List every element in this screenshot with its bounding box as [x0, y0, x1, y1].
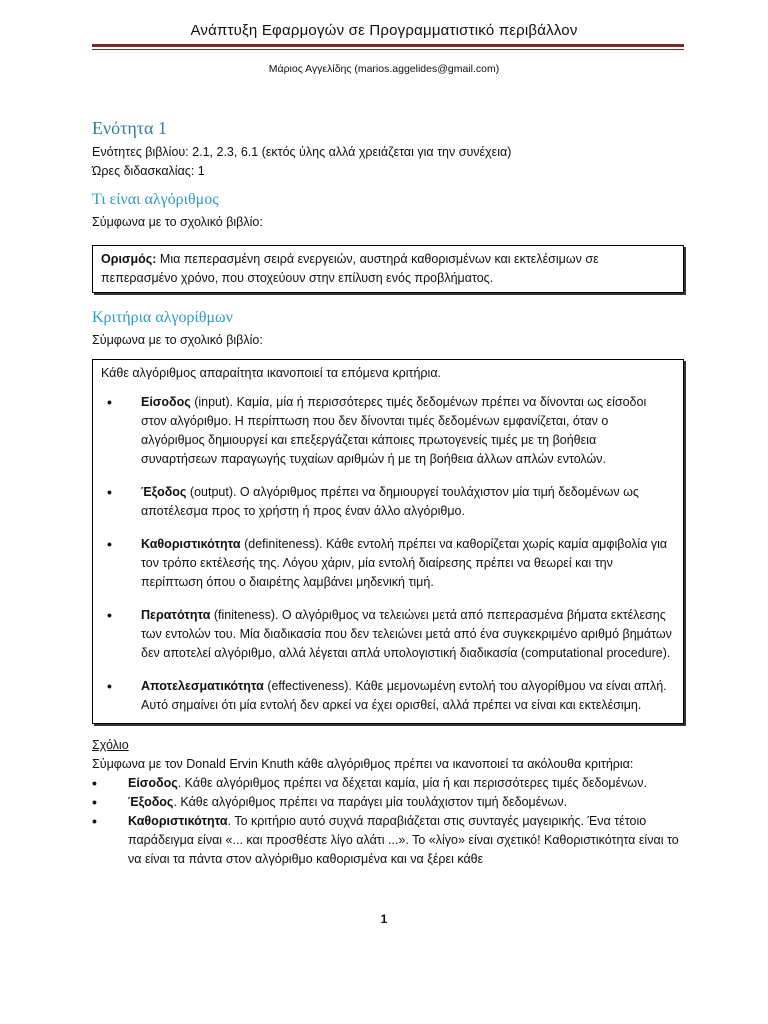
header-title: Ανάπτυξη Εφαρμογών σε Προγραμματιστικό περιβάλλον [190, 22, 578, 39]
criteria-intro: Σύμφωνα με το σχολικό βιβλίο: [92, 333, 263, 347]
note-text: . Το κριτήριο αυτό συχνά παραβιάζεται στις συνταγές μαγειρικής. Ένα τέτοιο παράδειγμα είναι «... και προσθέστε λίγο αλάτι ...». Το «λίγο» είναι σχετικό! Καθοριστικότητα είναι το να είναι τα πάντα στον αλγόριθμο καθορισμένα και να ξέρει κάθε [128, 814, 679, 866]
note-text: . Κάθε αλγόριθμος πρέπει να παράγει μία τουλάχιστον τιμή δεδομένων. [173, 795, 568, 809]
page-number: 1 [380, 912, 388, 926]
definition-term: Ορισμός: [101, 252, 157, 266]
criteria-item-effectiveness [101, 677, 675, 715]
teaching-hours-line: Ώρες διδασκαλίας: 1 [92, 164, 205, 178]
note-term: Καθοριστικότητα [128, 814, 228, 828]
criteria-text: (output). Ο αλγόριθμος πρέπει να δημιουργεί τουλάχιστον μία τιμή δεδομένων ως αποτέλεσμα προς το χρήστη ή προς έναν άλλο αλγόριθμο. [141, 485, 639, 518]
criteria-item-input [101, 393, 675, 469]
definition-paragraph [101, 250, 675, 288]
author-line: Μάριος Αγγελίδης (marios.aggelides@gmail.com) [268, 63, 500, 75]
note-text: . Κάθε αλγόριθμος πρέπει να δέχεται καμία, μία ή και περισσότερες τιμές δεδομένων. [177, 776, 647, 790]
note-intro: Σύμφωνα με τον Donald Ervin Knuth κάθε αλγόριθμος πρέπει να ικανοποιεί τα ακόλουθα κριτήρια: [92, 757, 634, 771]
criteria-box-intro: Κάθε αλγόριθμος απαραίτητα ικανοποιεί τα επόμενα κριτήρια. [101, 366, 442, 380]
note-term: Είσοδος [128, 776, 178, 790]
criteria-box [92, 359, 684, 724]
criteria-term: Περατότητα [141, 608, 211, 622]
what-is-heading: Τι είναι αλγόριθμος [92, 191, 219, 208]
criteria-item-finiteness [101, 606, 675, 663]
definition-text: Μια πεπερασμένη σειρά ενεργειών, αυστηρά καθορισμένων και εκτελέσιμων σε πεπερασμένο χρόνο, που στοχεύουν στην επίλυση ενός προβλήματος. [101, 252, 599, 285]
note-term: Έξοδος [128, 795, 174, 809]
criteria-text: (effectiveness). Κάθε μεμονωμένη εντολή του αλγορίθμου να είναι απλή. Αυτό σημαίνει ότι μία εντολή δεν αρκεί να έχει ορισθεί, αλλά πρέπει να είναι και εκτελέσιμη. [141, 679, 667, 712]
book-sections-line: Ενότητες βιβλίου: 2.1, 2.3, 6.1 (εκτός ύλης αλλά χρειάζεται για την συνέχεια) [92, 145, 512, 159]
criteria-term: Αποτελεσματικότητα [141, 679, 264, 693]
criteria-text: (definiteness). Κάθε εντολή πρέπει να καθορίζεται χωρίς καμία αμφιβολία για τον τρόπο εκτέλεσής της. Λόγου χάριν, μία εντολή διαίρεσης πρέπει να θεωρεί και την περίπτωση όπου ο διαιρέτης λαμβάνει μηδενική τιμή. [141, 537, 668, 589]
note-item-input [92, 774, 684, 793]
definition-box [92, 245, 684, 293]
section-heading: Ενότητα 1 [92, 118, 167, 138]
criteria-text: (input). Καμία, μία ή περισσότερες τιμές δεδομένων πρέπει να δίνονται ως είσοδοι στον αλγόριθμο. Η περίπτωση που δεν δίνονται τιμές δεδομένων εμφανίζεται, όταν ο αλγόριθμος δημιουργεί και επεξεργάζεται κάποιες πρωτογενείς τιμές με τη βοήθεια συναρτήσεων παραγωγής τυχαίων αριθμών ή με τη βοήθεια άλλων απλών εντολών. [141, 395, 647, 466]
page-content [92, 118, 684, 869]
criteria-item-definiteness [101, 535, 675, 592]
criteria-term: Είσοδος [141, 395, 191, 409]
header-rule-thin [92, 49, 684, 50]
criteria-term: Καθοριστικότητα [141, 537, 241, 551]
criteria-heading: Κριτήρια αλγορίθμων [92, 309, 233, 326]
note-item-output [92, 793, 684, 812]
what-is-intro: Σύμφωνα με το σχολικό βιβλίο: [92, 215, 263, 229]
criteria-list [101, 393, 675, 715]
note-heading: Σχόλιο [92, 738, 129, 752]
criteria-term: Έξοδος [141, 485, 187, 499]
note-list [92, 774, 684, 869]
criteria-item-output [101, 483, 675, 521]
criteria-text: (finiteness). Ο αλγόριθμος να τελειώνει μετά από πεπερασμένα βήματα εκτέλεσης των εντολών του. Μία διαδικασία που δεν τελειώνει μετά από ένα συγκεκριμένο αριθμό βημάτων δεν αποτελεί αλγόριθμο, αλλά λέγεται απλά υπολογιστική διαδικασία (computational procedure). [141, 608, 672, 660]
header-rule-thick [92, 44, 684, 47]
note-item-definiteness [92, 812, 684, 869]
